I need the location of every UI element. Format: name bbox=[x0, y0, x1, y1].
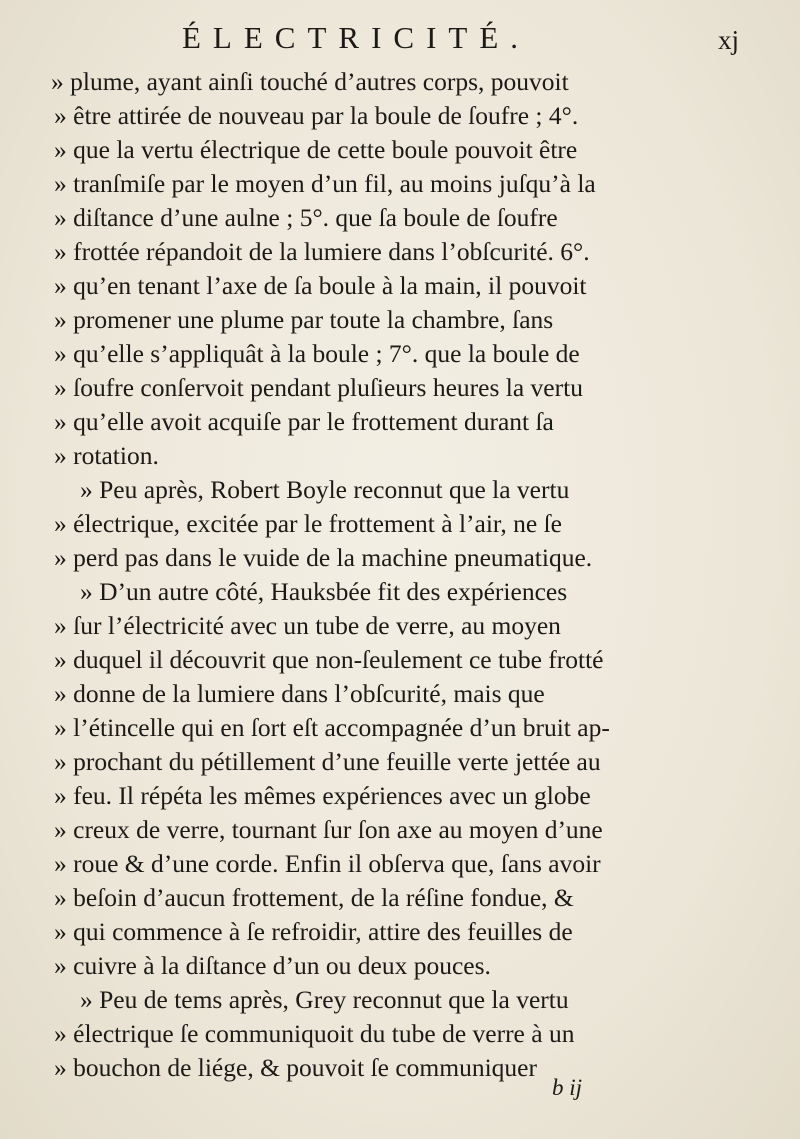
text-line: » ſoufre conſervoit pendant pluſieurs heures la vertu bbox=[54, 373, 583, 402]
text-line: » que la vertu électrique de cette boule pouvoit être bbox=[54, 135, 578, 164]
text-line: » D’un autre côté, Hauksbée fit des expériences bbox=[80, 577, 568, 606]
text-line: » électrique, excitée par le frottement à l’air, ne ſe bbox=[54, 509, 562, 538]
text-line: » cuivre à la diſtance d’un ou deux pouces. bbox=[54, 951, 491, 980]
text-line: » frottée répandoit de la lumiere dans l’obſcurité. 6°. bbox=[54, 237, 590, 266]
text-line: » électrique ſe communiquoit du tube de verre à un bbox=[54, 1019, 575, 1048]
text-line: » roue & d’une corde. Enfin il obſerva que, ſans avoir bbox=[54, 849, 601, 878]
page-number: xj bbox=[718, 25, 740, 55]
text-line: » qui commence à ſe refroidir, attire des feuilles de bbox=[54, 917, 573, 946]
text-line: » l’étincelle qui en ſort eſt accompagnée d’un bruit ap- bbox=[54, 713, 610, 742]
text-line: » diſtance d’une aulne ; 5°. que ſa boule de ſoufre bbox=[54, 203, 558, 232]
running-head bbox=[0, 18, 800, 58]
text-line: » qu’elle s’appliquât à la boule ; 7°. que la boule de bbox=[54, 339, 580, 368]
text-line: » qu’elle avoit acquiſe par le frottement durant ſa bbox=[54, 407, 554, 436]
text-line: » perd pas dans le vuide de la machine pneumatique. bbox=[54, 543, 593, 572]
text-line: » qu’en tenant l’axe de ſa boule à la main, il pouvoit bbox=[54, 271, 587, 300]
text-line: » ſur l’électricité avec un tube de verre, au moyen bbox=[54, 611, 561, 640]
text-line: » feu. Il répéta les mêmes expériences avec un globe bbox=[54, 781, 591, 810]
text-line: » beſoin d’aucun frottement, de la réſine fondue, & bbox=[54, 883, 574, 912]
text-line: » plume, ayant ainſi touché d’autres corps, pouvoit bbox=[51, 67, 569, 96]
text-line: » Peu après, Robert Boyle reconnut que la vertu bbox=[80, 475, 570, 504]
text-line: » prochant du pétillement d’une feuille verte jettée au bbox=[54, 747, 601, 776]
text-line: » promener une plume par toute la chambre, ſans bbox=[54, 305, 554, 334]
text-line: » rotation. bbox=[54, 441, 159, 470]
text-line: » duquel il découvrit que non-ſeulement ce tube frotté bbox=[54, 645, 604, 674]
running-title: ÉLECTRICITÉ. bbox=[182, 20, 531, 55]
text-line: » creux de verre, tournant ſur ſon axe au moyen d’une bbox=[54, 815, 603, 844]
text-line: » Peu de tems après, Grey reconnut que la vertu bbox=[80, 985, 569, 1014]
text-line: » tranſmiſe par le moyen d’un fil, au moins juſqu’à la bbox=[54, 169, 596, 198]
text-line: » être attirée de nouveau par la boule de ſoufre ; 4°. bbox=[54, 101, 579, 130]
signature-mark: b ij bbox=[552, 1075, 583, 1100]
text-line: » bouchon de liége, & pouvoit ſe communiquer bbox=[54, 1053, 537, 1082]
text-line: » donne de la lumiere dans l’obſcurité, mais que bbox=[54, 679, 545, 708]
